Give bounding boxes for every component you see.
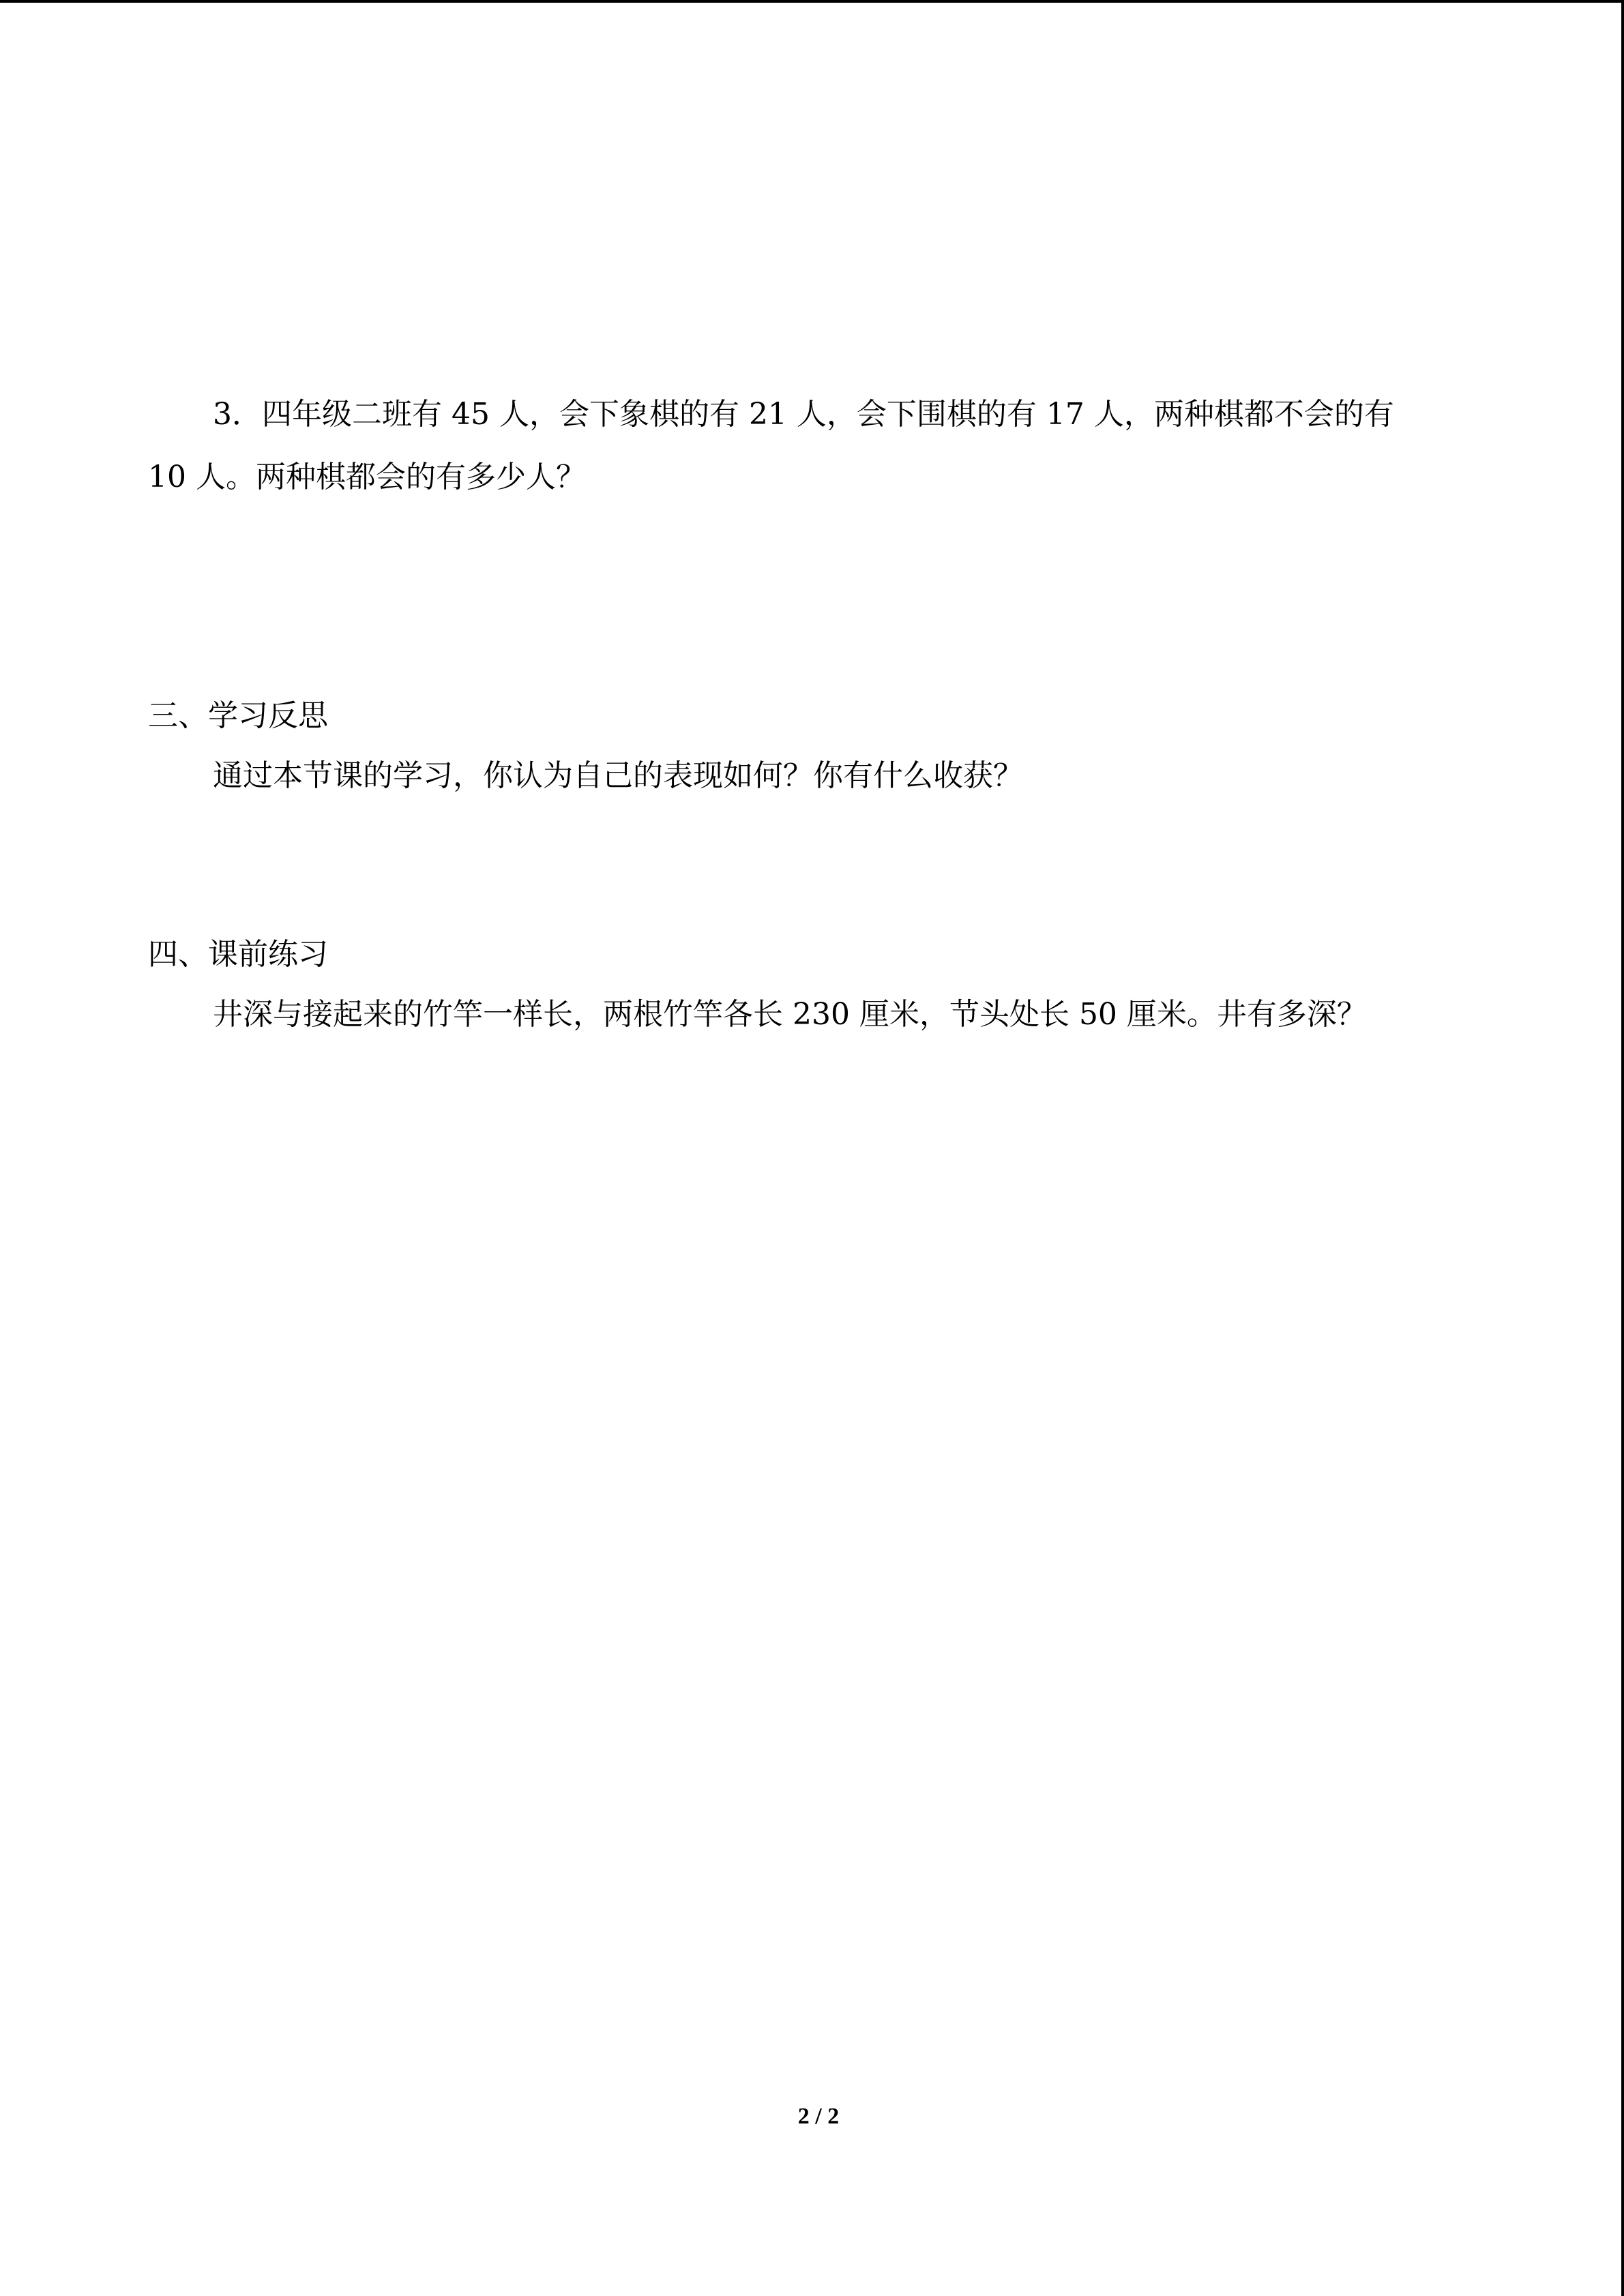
section-4-body: 井深与接起来的竹竿一样长，两根竹竿各长 230 厘米，节头处长 50 厘米。井有多深？ [213, 997, 1367, 1032]
section-3-body: 通过本节课的学习，你认为自己的表现如何？你有什么收获？ [213, 758, 1023, 793]
page-number: 2 / 2 [797, 2104, 840, 2129]
section-3-heading: 三、学习反思 [148, 698, 328, 733]
top-border-line [0, 0, 1624, 3]
question-3-text-line-1: 3．四年级二班有 45 人，会下象棋的有 21 人，会下围棋的有 17 人，两种棋都不会的有 [213, 397, 1394, 432]
right-border-line [1621, 0, 1624, 2296]
question-3-text-line-2: 10 人。两种棋都会的有多少人？ [148, 460, 586, 494]
section-4-heading: 四、课前练习 [148, 937, 328, 972]
